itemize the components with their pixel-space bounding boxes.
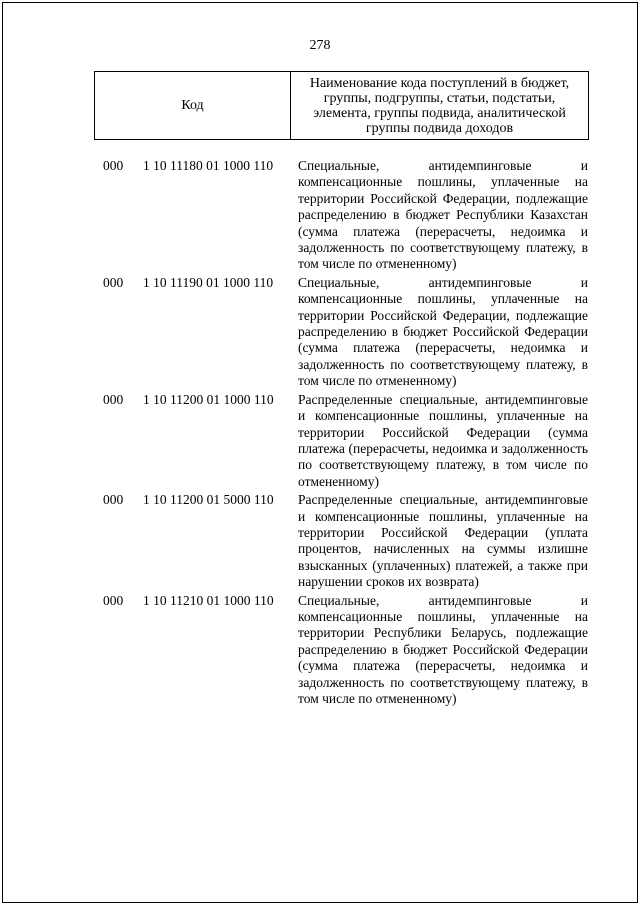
income-name: Специальные, антидемпинговые и компенсационные пошлины, уплаченные на территории Российской Федерации, подлежащие распределению в бюджет Республики Казахстан (сумма платежа (перерасчеты, недоимка и задолженность по соответствующему платежу, в том числе по отмененному) xyxy=(298,158,588,272)
list-item xyxy=(0,492,640,590)
admin-code: 000 xyxy=(103,592,124,608)
header-code-cell: Код xyxy=(95,72,291,139)
income-code: 1 10 11200 01 1000 110 xyxy=(143,391,274,407)
income-name: Специальные, антидемпинговые и компенсационные пошлины, уплаченные на территории Российской Федерации, подлежащие распределению в бюджет Российской Федерации (сумма платежа (перерасчеты, недоимка и задолженность по соответствующему платежу, в том числе по отмененному) xyxy=(298,274,588,389)
header-name-cell: Наименование кода поступлений в бюджет, группы, подгруппы, статьи, подстатьи, элемента, группы подвида, аналитической группы подвида доходов xyxy=(309,75,570,136)
page-number: 278 xyxy=(309,38,331,53)
header-table xyxy=(94,71,589,140)
admin-code: 000 xyxy=(103,158,124,173)
list-item xyxy=(0,158,640,273)
admin-code: 000 xyxy=(103,391,124,407)
list-item xyxy=(0,593,640,708)
income-code: 1 10 11180 01 1000 110 xyxy=(143,158,274,173)
income-name: Распределенные специальные, антидемпинговые и компенсационные пошлины, уплаченные на территории Российской Федерации (уплата процентов, начисленных на суммы излишне взысканных (уплаченных) платежей, а также при нарушении сроков их возврата) xyxy=(298,492,588,590)
income-code-list xyxy=(0,158,640,709)
income-name: Специальные, антидемпинговые и компенсационные пошлины, уплаченные на территории Республики Беларусь, подлежащие распределению в бюджет Российской Федерации (сумма платежа (перерасчеты, недоимка и задолженность по соответствующему платежу, в том числе по отмененному) xyxy=(298,592,588,706)
income-code: 1 10 11190 01 1000 110 xyxy=(143,274,274,290)
admin-code: 000 xyxy=(103,274,124,290)
income-code: 1 10 11210 01 1000 110 xyxy=(143,592,274,608)
admin-code: 000 xyxy=(103,492,124,508)
income-code: 1 10 11200 01 5000 110 xyxy=(143,492,274,508)
income-name: Распределенные специальные, антидемпинговые и компенсационные пошлины, уплаченные на территории Российской Федерации (сумма платежа (перерасчеты, недоимка и задолженность по соответствующему платежу, в том числе по отмененному) xyxy=(298,391,588,489)
list-item xyxy=(0,275,640,390)
list-item xyxy=(0,392,640,490)
